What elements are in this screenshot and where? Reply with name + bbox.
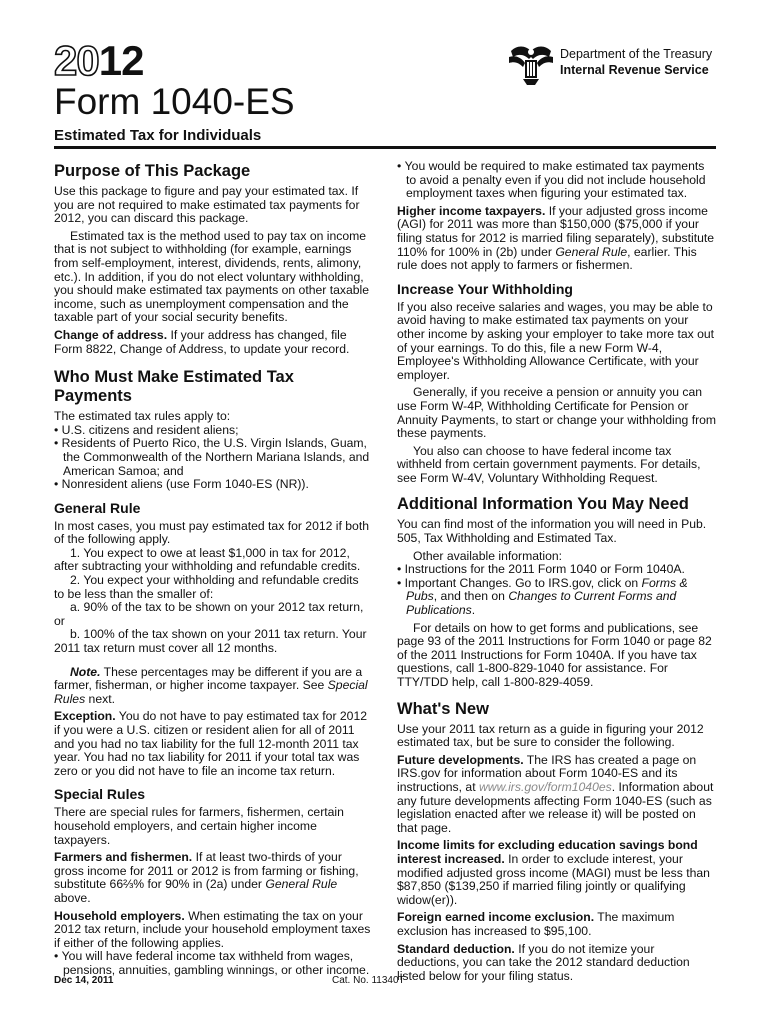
general-rule-heading: General Rule (54, 499, 141, 516)
general-paragraph-1: In most cases, you must pay estimated tax for 2012 if both of the following apply. (54, 518, 370, 547)
footer-date: Dec 14, 2011 (54, 975, 114, 986)
change-of-address-paragraph (54, 329, 372, 356)
address-text: If your address has changed, file Form 8822, Change of Address, to update your record. (54, 327, 350, 356)
header-divider (54, 146, 716, 149)
standard-text: If you do not itemize your deductions, you can take the 2012 standard deduction listed below for your filing status. (397, 941, 690, 983)
whats-new-heading: What's New (397, 699, 489, 718)
purpose-paragraph-2: Estimated tax is the method used to pay tax on income that is not subject to withholding (for example, earnings from self-employment, interest, dividends, rents, alimony, etc.). In addition, if you do not elect voluntary withholding, you should make estimated tax payments on other taxable income, such as unemployment compensation and the taxable part of your social security benefits. (54, 228, 370, 325)
form-title: Form 1040-ES (54, 81, 295, 122)
additional-paragraph-3: For details on how to get forms and publications, see page 93 of the 2011 Instructions for Form 1040 or page 82 of the 2011 Instructions for Form 1040A. If you have tax questions, call 1-800-829-1040 for assistance. For TTY/TDD help, call 1-800-829-4059. (397, 620, 712, 689)
income-limits-paragraph (397, 839, 717, 907)
list-item: • U.S. citizens and resident aliens; (54, 424, 372, 438)
right-column (397, 160, 717, 987)
additional-paragraph-1: You can find most of the information you will need in Pub. 505, Tax Withholding and Estimated Tax. (397, 517, 707, 546)
farmers-paragraph (54, 851, 372, 905)
who-intro: The estimated tax rules apply to: (54, 409, 231, 424)
whats-new-paragraph-1: Use your 2011 tax return as a guide in figuring your 2012 estimated tax, but be sure to consider the following. (397, 721, 704, 750)
future-text: The IRS has created a page on IRS.gov for information about Form 1040-ES and its instructions, at (397, 752, 697, 794)
additional-item2-mid: , and then on (433, 589, 509, 604)
farmers-lead: Farmers and fishermen. (54, 850, 193, 865)
note-paragraph (54, 666, 372, 707)
limits-text: In order to exclude interest, your modified adjusted gross income (MAGI) must be less than $87,850 ($139,250 if married filing jointly or qualifying widow(er)). (397, 851, 710, 907)
exception-text: You do not have to pay estimated tax for 2012 if you were a U.S. citizen or resident alien for all of 2011 and you had no tax liability for the full 12-month 2011 tax year. You had no tax liability for 2011 if your total tax was zero or you did not have to file an income tax return. (54, 709, 368, 778)
form1040es-link[interactable]: www.irs.gov/form1040es (478, 779, 612, 794)
additional-paragraph-2: Other available information: (413, 548, 563, 563)
purpose-paragraph-1: Use this package to figure and pay your estimated tax. If you are not required to make estimated tax payments for 2012, you can discard this package. (54, 184, 360, 226)
future-developments-paragraph (397, 754, 717, 836)
withholding-paragraph-2: Generally, if you receive a pension or annuity you can use Form W-4P, Withholding Certificate for Pension or Annuity Payments, to start or change your withholding from these payments. (397, 385, 717, 441)
foreign-lead: Foreign earned income exclusion. (397, 910, 595, 925)
future-end: . Information about any future developments affecting Form 1040-ES (such as legislation enacted after we release it) will be posted on that page. (397, 779, 714, 835)
list-item: • Residents of Puerto Rico, the U.S. Virgin Islands, Guam, the Commonwealth of the Northern Mariana Islands, and American Samoa; and (54, 437, 372, 478)
list-item: • You will have federal income tax withheld from wages, pensions, annuities, gambling winnings, or other income. (54, 950, 372, 977)
limits-lead: Income limits for excluding education savings bond interest increased. (397, 838, 698, 866)
who-must-heading: Who Must Make Estimated Tax Payments (54, 368, 294, 406)
household-paragraph (54, 910, 372, 951)
agency-block (560, 46, 712, 78)
higher-income-paragraph (397, 205, 717, 273)
note-italic: Special Rules (54, 678, 368, 706)
withholding-paragraph-1: If you also receive salaries and wages, you may be able to avoid having to make estimated tax payments on your other income by asking your employer to take more tax out of your earnings. To do this, file a new Form W-4, Employee's Withholding Allowance Certificate, with your employer. (397, 299, 715, 382)
farmers-italic: General Rule (265, 877, 338, 892)
left-column (54, 160, 372, 982)
increase-withholding-heading: Increase Your Withholding (397, 280, 573, 297)
general-item-2a: a. 90% of the tax to be shown on your 2012 tax return, or (54, 600, 364, 628)
special-rules-heading: Special Rules (54, 786, 146, 803)
year-bold: 12 (98, 37, 144, 84)
future-lead: Future developments. (397, 752, 524, 767)
additional-list (397, 563, 717, 617)
standard-deduction-paragraph (397, 943, 717, 984)
farmers-end: above. (54, 890, 91, 905)
form-subtitle: Estimated Tax for Individuals (54, 127, 262, 144)
general-item-2b: b. 100% of the tax shown on your 2011 tax return. Your 2011 tax return must cover all 12 months. (54, 627, 367, 656)
year-outline: 20 (54, 37, 99, 84)
additional-item2-text: Important Changes. Go to IRS.gov, click on (404, 575, 642, 590)
additional-item2-end: . (471, 603, 476, 618)
exception-lead: Exception. (54, 709, 116, 724)
additional-info-heading: Additional Information You May Need (397, 495, 689, 514)
general-item-2: 2. You expect your withholding and refundable credits to be less than the smaller of: (54, 573, 359, 601)
household-text: When estimating the tax on your 2012 tax return, include your household employment taxes if either of the following applies. (54, 908, 371, 950)
withholding-paragraph-3: You also can choose to have federal income tax withheld from certain government payments. For details, see Form W-4V, Voluntary Withholding Request. (397, 443, 701, 485)
list-item: • Instructions for the 2011 Form 1040 or Form 1040A. (397, 563, 717, 577)
purpose-heading: Purpose of This Package (54, 162, 251, 180)
list-item (397, 577, 717, 618)
household-list (54, 950, 372, 977)
changes-italic: Changes to Current Forms and Publications (406, 589, 677, 618)
higher-end: , earlier. This rule does not apply to farmers or fishermen. (397, 244, 697, 273)
note-text: These percentages may be different if you are a farmer, fisherman, or higher income taxpayer. See (54, 664, 363, 693)
list-item: • Nonresident aliens (use Form 1040-ES (NR)). (54, 478, 372, 492)
agency-line-1: Department of the Treasury (560, 47, 713, 61)
higher-text: If your adjusted gross income (AGI) for 2011 was more than $150,000 ($75,000 if your filing status for 2012 is married filing separately), substitute 110% for 100% in (2b) under (397, 203, 715, 259)
note-end: next. (85, 691, 115, 706)
foreign-text: The maximum exclusion has increased to $95,100. (397, 910, 675, 938)
irs-eagle-logo-icon (507, 43, 555, 87)
agency-line-2: Internal Revenue Service (560, 63, 709, 77)
farmers-text: If at least two-thirds of your gross income for 2011 or 2012 is from farming or fishing, substitute 66⅔% for 90% in (2a) under (54, 850, 359, 892)
who-list (54, 424, 372, 492)
household-lead: Household employers. (54, 908, 185, 923)
exception-paragraph (54, 710, 372, 778)
standard-lead: Standard deduction. (397, 941, 515, 956)
address-lead: Change of address. (54, 327, 168, 342)
note-lead: Note. (70, 664, 101, 679)
footer-catalog-number: Cat. No. 11340T (332, 975, 405, 986)
higher-lead: Higher income taxpayers. (397, 203, 546, 218)
foreign-income-paragraph (397, 911, 717, 938)
higher-italic: General Rule (555, 244, 628, 259)
list-item: • You would be required to make estimated tax payments to avoid a penalty even if you did not include household employment taxes when figuring your estimated tax. (397, 160, 717, 201)
form-year (54, 37, 144, 84)
continued-list (397, 160, 717, 201)
forms-pubs-italic: Forms & Pubs (406, 575, 688, 604)
special-paragraph-1: There are special rules for farmers, fishermen, certain household employers, and certain higher income taxpayers. (54, 805, 344, 847)
general-item-1: 1. You expect to owe at least $1,000 in tax for 2012, after subtracting your withholding and refundable credits. (54, 545, 361, 574)
